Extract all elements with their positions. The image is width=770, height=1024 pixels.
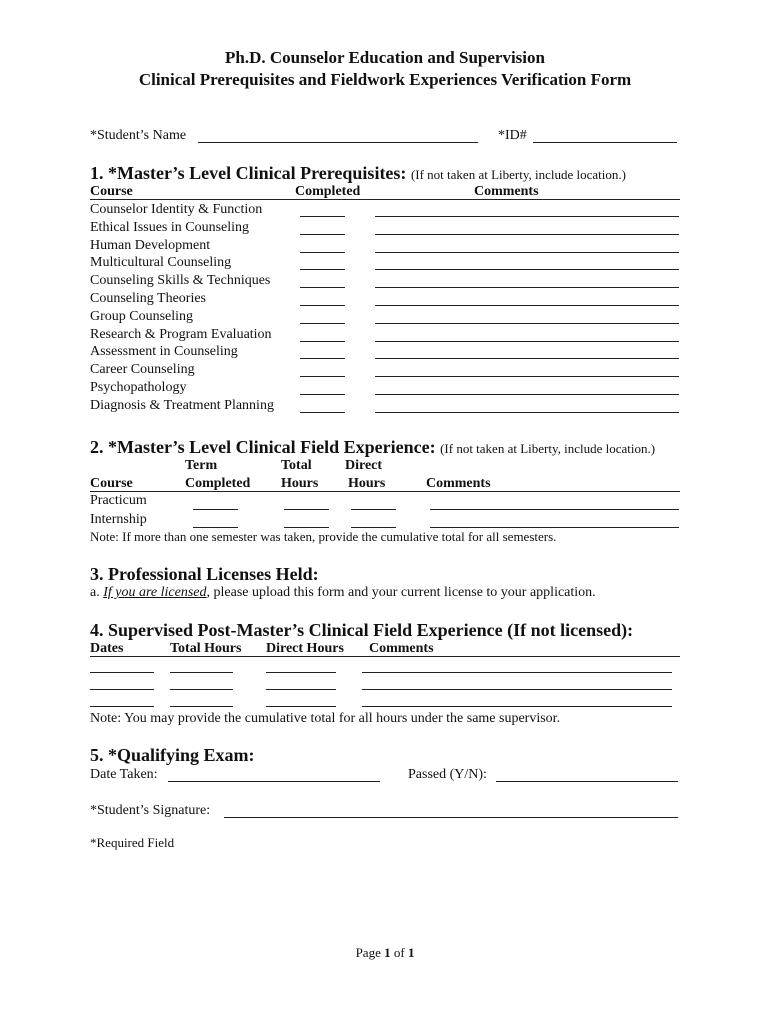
page-prefix: Page (355, 945, 385, 960)
section3-heading: 3. Professional Licenses Held: (90, 564, 319, 584)
form-title-line1: Ph.D. Counselor Education and Supervision (225, 48, 545, 67)
course-comments-field[interactable] (375, 412, 679, 413)
signature-label: *Student’s Signature: (90, 803, 211, 818)
course-completed-field[interactable] (300, 269, 345, 270)
course-completed-field[interactable] (300, 341, 345, 342)
course-completed-field[interactable] (300, 376, 345, 377)
entry-total-hours-field[interactable] (170, 672, 233, 673)
page-current: 1 (384, 945, 391, 960)
section4-footnote: Note: You may provide the cumulative total for all hours under the same supervisor. (90, 711, 561, 726)
section1-col-course: Course (90, 184, 133, 199)
course-name: Counseling Theories (90, 291, 207, 306)
required-field-note: *Required Field (90, 835, 175, 850)
course-name: Career Counseling (90, 362, 195, 378)
internship-total-field[interactable] (284, 527, 329, 528)
section3-prefix: a. (90, 585, 104, 600)
section2-heading (90, 437, 655, 458)
course-comments-field[interactable] (375, 216, 679, 217)
section1-note: (If not taken at Liberty, include location.) (410, 167, 626, 182)
page-number (0, 945, 770, 961)
practicum-term-field[interactable] (193, 509, 238, 510)
course-comments-field[interactable] (375, 376, 679, 377)
student-name-label: *Student’s Name (90, 128, 187, 143)
section2-header-rule (90, 491, 680, 492)
course-completed-field[interactable] (300, 252, 345, 253)
section2-col-comments: Comments (426, 476, 491, 491)
course-comments-field[interactable] (375, 234, 679, 235)
section2-footnote: Note: If more than one semester was taken, provide the cumulative total for all semesters. (90, 529, 557, 544)
section2-row-internship: Internship (90, 512, 147, 527)
student-id-label: *ID# (498, 128, 527, 143)
signature-field[interactable] (224, 817, 678, 818)
course-completed-field[interactable] (300, 358, 345, 359)
section5-heading: 5. *Qualifying Exam: (90, 745, 255, 765)
course-comments-field[interactable] (375, 269, 679, 270)
section2-heading-text: 2. *Master’s Level Clinical Field Experience: (90, 437, 436, 457)
entry-total-hours-field[interactable] (170, 706, 233, 707)
page-total: 1 (407, 945, 415, 960)
section3-emphasis: If you are licensed (103, 585, 207, 600)
course-completed-field[interactable] (300, 234, 345, 235)
course-name: Diagnosis & Treatment Planning (90, 397, 274, 413)
section1-col-completed: Completed (295, 184, 361, 199)
course-completed-field[interactable] (300, 323, 345, 324)
section4-col-comments: Comments (369, 641, 434, 656)
course-comments-field[interactable] (375, 252, 679, 253)
course-completed-field[interactable] (300, 394, 345, 395)
section1-heading (90, 163, 626, 184)
entry-direct-hours-field[interactable] (266, 689, 336, 690)
practicum-direct-field[interactable] (351, 509, 396, 510)
student-name-field[interactable] (198, 142, 478, 143)
course-name: Research & Program Evaluation (90, 326, 272, 342)
internship-comments-field[interactable] (430, 527, 679, 528)
form-title-line2: Clinical Prerequisites and Fieldwork Experiences Verification Form (138, 70, 632, 89)
internship-direct-field[interactable] (351, 527, 396, 528)
entry-comments-field[interactable] (362, 672, 672, 673)
section2-note: (If not taken at Liberty, include location.) (440, 441, 656, 456)
entry-direct-hours-field[interactable] (266, 706, 336, 707)
section3-rest: , please upload this form and your current license to your application. (206, 585, 596, 600)
course-completed-field[interactable] (300, 305, 345, 306)
course-completed-field[interactable] (300, 287, 345, 288)
section2-col-course: Course (90, 476, 133, 491)
entry-dates-field[interactable] (90, 706, 154, 707)
section3-instruction (90, 585, 596, 601)
course-comments-field[interactable] (375, 394, 679, 395)
course-comments-field[interactable] (375, 341, 679, 342)
course-name: Psychopathology (90, 380, 187, 395)
date-taken-label: Date Taken: (90, 767, 158, 782)
student-id-field[interactable] (533, 142, 677, 143)
section4-col-total: Total Hours (170, 641, 242, 656)
section2-row-practicum: Practicum (90, 493, 147, 508)
course-comments-field[interactable] (375, 358, 679, 359)
section1-col-comments: Comments (474, 184, 539, 199)
section4-col-direct: Direct Hours (266, 641, 344, 656)
entry-comments-field[interactable] (362, 706, 672, 707)
course-name: Counseling Skills & Techniques (90, 273, 271, 289)
section2-col-total-bottom: Hours (281, 476, 319, 491)
practicum-comments-field[interactable] (430, 509, 679, 510)
section2-col-direct-bottom: Hours (348, 476, 386, 491)
section1-heading-text: 1. *Master’s Level Clinical Prerequisites: (90, 163, 407, 183)
section2-col-direct-top: Direct (345, 458, 383, 473)
entry-total-hours-field[interactable] (170, 689, 233, 690)
section1-header-rule (90, 199, 680, 200)
section2-col-term-bottom: Completed (185, 476, 251, 491)
date-taken-field[interactable] (168, 781, 380, 782)
entry-dates-field[interactable] (90, 689, 154, 690)
course-comments-field[interactable] (375, 305, 679, 306)
page-of: of (390, 945, 408, 960)
course-name: Counselor Identity & Function (90, 202, 263, 217)
internship-term-field[interactable] (193, 527, 238, 528)
section4-heading: 4. Supervised Post-Master’s Clinical Field Experience (If not licensed): (90, 620, 634, 640)
entry-direct-hours-field[interactable] (266, 672, 336, 673)
course-comments-field[interactable] (375, 287, 679, 288)
section2-col-term-top: Term (185, 458, 218, 473)
section4-col-dates: Dates (90, 641, 124, 656)
course-name: Multicultural Counseling (90, 255, 232, 271)
course-completed-field[interactable] (300, 216, 345, 217)
course-comments-field[interactable] (375, 323, 679, 324)
passed-field[interactable] (496, 781, 678, 782)
entry-dates-field[interactable] (90, 672, 154, 673)
passed-label: Passed (Y/N): (408, 767, 487, 782)
entry-comments-field[interactable] (362, 689, 672, 690)
course-name: Group Counseling (90, 308, 194, 324)
course-completed-field[interactable] (300, 412, 345, 413)
course-name: Human Development (90, 237, 211, 253)
section4-header-rule (90, 656, 680, 657)
course-name: Assessment in Counseling (90, 344, 238, 360)
practicum-total-field[interactable] (284, 509, 329, 510)
section2-col-total-top: Total (281, 458, 312, 473)
course-name: Ethical Issues in Counseling (90, 219, 250, 235)
